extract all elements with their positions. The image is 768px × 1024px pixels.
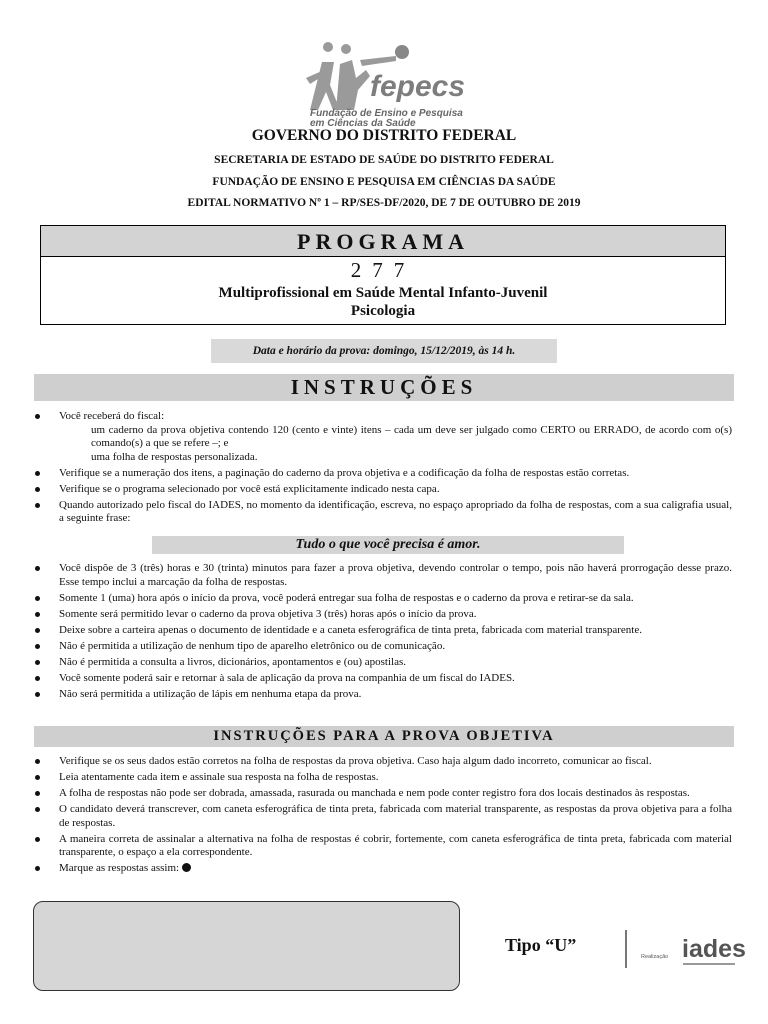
bullet-icon xyxy=(35,759,40,764)
list-item: Somente 1 (uma) hora após o início da prova, você poderá entregar sua folha de respostas e o caderno da prova e retirar-se da sala. xyxy=(34,592,732,606)
iades-logo xyxy=(682,931,746,969)
list-item: Verifique se os seus dados estão corretos na folha de respostas da prova objetiva. Caso haja algum dado incorreto, comunicar ao fiscal. xyxy=(34,755,732,769)
bullet-icon xyxy=(35,503,40,508)
fepecs-logo xyxy=(300,40,472,128)
bullet-icon xyxy=(35,866,40,871)
list-item: A maneira correta de assinalar a alternativa na folha de respostas é cobrir, fortemente, com caneta esferográfica de tinta preta, fabricada com material transparente, o espaço a ela correspondente. xyxy=(34,833,732,860)
bullet-icon xyxy=(35,692,40,697)
instrucoes-list-b xyxy=(34,562,732,704)
svg-text:Fundação de Ensino e Pesquisa: Fundação de Ensino e Pesquisa xyxy=(310,108,463,119)
bullet-icon xyxy=(35,628,40,633)
list-item: Você somente poderá sair e retornar à sala de aplicação da prova na companhia de um fiscal do IADES. xyxy=(34,672,732,686)
bullet-icon xyxy=(35,566,40,571)
list-item: Não será permitida a utilização de lápis em nenhuma etapa da prova. xyxy=(34,688,732,702)
list-item: A folha de respostas não pode ser dobrada, amassada, rasurada ou manchada e nem pode conter registro fora dos locais destinados às respostas. xyxy=(34,787,732,801)
bullet-icon xyxy=(35,807,40,812)
programa-name: Multiprofissional em Saúde Mental Infanto-Juvenil xyxy=(218,285,548,301)
realizacao-label: Realização xyxy=(641,954,669,960)
instrucoes-objetiva-heading: INSTRUÇÕES PARA A PROVA OBJETIVA xyxy=(34,726,734,747)
svg-text:iades: iades xyxy=(682,935,746,963)
list-item: Você dispõe de 3 (três) horas e 30 (trinta) minutos para fazer a prova objetiva, devendo controlar o tempo, pois não haverá prorrogação desse prazo. Esse tempo inclui a marcação da folha de respostas. xyxy=(34,562,732,589)
bullet-icon xyxy=(35,596,40,601)
bullet-icon xyxy=(35,612,40,617)
bullet-icon xyxy=(35,487,40,492)
list-item: Marque as respostas assim: xyxy=(34,862,732,876)
government-title: GOVERNO DO DISTRITO FEDERAL xyxy=(251,127,517,144)
programa-area: Psicologia xyxy=(350,303,416,319)
phrase-box: Tudo o que você precisa é amor. xyxy=(152,536,624,554)
divider xyxy=(625,930,627,968)
bullet-icon xyxy=(35,837,40,842)
tipo-label: Tipo “U” xyxy=(505,935,577,955)
list-item: Verifique se o programa selecionado por você está explicitamente indicado nesta capa. xyxy=(34,483,732,497)
edital-line: EDITAL NORMATIVO Nº 1 – RP/SES-DF/2020, DE 7 DE OUTUBRO DE 2019 xyxy=(187,197,581,209)
programa-number: 277 xyxy=(350,258,416,282)
bullet-icon xyxy=(35,676,40,681)
exam-date: Data e horário da prova: domingo, 15/12/2019, às 14 h. xyxy=(211,339,557,363)
list-item: Não é permitida a consulta a livros, dicionários, apontamentos e (ou) apostilas. xyxy=(34,656,732,670)
svg-text:fepecs: fepecs xyxy=(370,70,466,103)
svg-text:em Ciências da Saúde: em Ciências da Saúde xyxy=(310,118,416,129)
bullet-icon xyxy=(35,791,40,796)
list-item: Somente será permitido levar o caderno da prova objetiva 3 (três) horas após o início da prova. xyxy=(34,608,732,622)
programa-box xyxy=(40,225,726,325)
list-item: Não é permitida a utilização de nenhum tipo de aparelho eletrônico ou de comunicação. xyxy=(34,640,732,654)
instrucoes-heading: INSTRUÇÕES xyxy=(34,374,734,401)
bullet-icon xyxy=(35,471,40,476)
filled-answer-icon xyxy=(182,863,191,872)
list-item: Você receberá do fiscal: um caderno da prova objetiva contendo 120 (cento e vinte) itens – cada um deve ser julgado como CERTO ou ERRADO, de acordo com o(s) comando(s) a que se refere –; e uma folha de respostas personalizada. xyxy=(34,410,732,464)
list-item: Leia atentamente cada item e assinale sua resposta na folha de respostas. xyxy=(34,771,732,785)
list-item: Verifique se a numeração dos itens, a paginação do caderno da prova objetiva e a codificação da folha de respostas estão corretas. xyxy=(34,467,732,481)
instrucoes-objetiva-list xyxy=(34,755,732,878)
list-item: Deixe sobre a carteira apenas o documento de identidade e a caneta esferográfica de tinta preta, fabricada com material transparente. xyxy=(34,624,732,638)
secretaria-line: SECRETARIA DE ESTADO DE SAÚDE DO DISTRITO FEDERAL xyxy=(214,154,554,166)
bullet-icon xyxy=(35,644,40,649)
bullet-icon xyxy=(35,775,40,780)
instrucoes-list-a xyxy=(34,410,732,528)
list-item: Quando autorizado pelo fiscal do IADES, no momento da identificação, escreva, no espaço apropriado da folha de respostas, com a sua caligrafia usual, a seguinte frase: xyxy=(34,499,732,526)
list-item: O candidato deverá transcrever, com caneta esferográfica de tinta preta, fabricada com material transparente, as respostas da prova objetiva para a folha de respostas. xyxy=(34,803,732,830)
programa-heading: PROGRAMA xyxy=(41,226,725,257)
fundacao-line: FUNDAÇÃO DE ENSINO E PESQUISA EM CIÊNCIAS DA SAÚDE xyxy=(212,176,556,188)
bullet-icon xyxy=(35,660,40,665)
bullet-icon xyxy=(35,414,40,419)
answer-box xyxy=(33,901,460,991)
